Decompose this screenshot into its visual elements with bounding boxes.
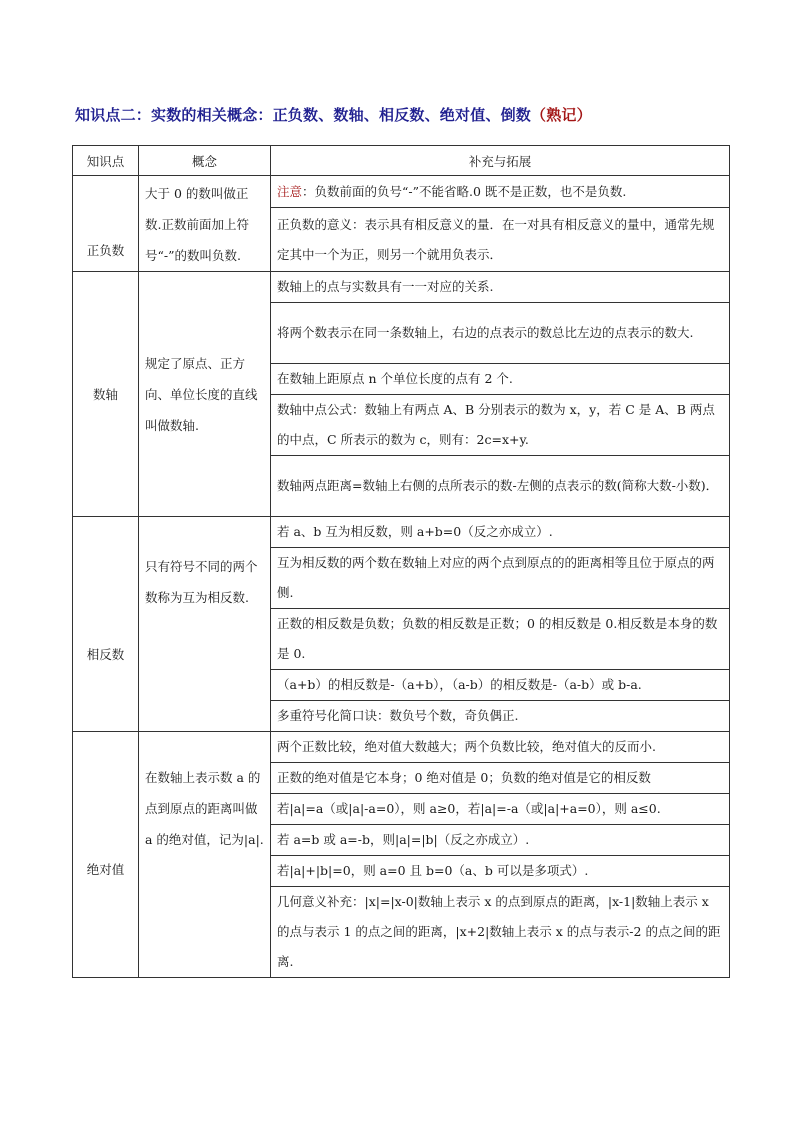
note-cell: 几何意义补充：|x|=|x-0|数轴上表示 x 的点到原点的距离，|x-1|数轴上表示 x 的点与表示 1 的点之间的距离，|x+2|数轴上表示 x 的点与表示-2 的点之间的距离.: [271, 887, 730, 978]
topic-cell: 正负数: [73, 176, 139, 272]
topic-cell: 相反数: [73, 517, 139, 732]
concept-cell: 大于 0 的数叫做正数.正数前面加上符号“-”的数叫负数.: [139, 176, 271, 272]
table-row: [73, 272, 730, 303]
note-cell: 两个正数比较，绝对值大数越大；两个负数比较，绝对值大的反而小.: [271, 732, 730, 763]
concept-table: [72, 145, 730, 978]
header-concept: 概念: [139, 146, 271, 176]
topic-cell: 绝对值: [73, 732, 139, 978]
note-cell: 正数的绝对值是它本身；0 绝对值是 0；负数的绝对值是它的相反数: [271, 763, 730, 794]
concept-cell: 在数轴上表示数 a 的点到原点的距离叫做 a 的绝对值，记为|a|.: [139, 732, 271, 978]
section-heading: [75, 104, 592, 125]
heading-main: 知识点二：实数的相关概念：正负数、数轴、相反数、绝对值、倒数: [75, 106, 532, 124]
table-row: [73, 732, 730, 763]
note-cell: 在数轴上距原点 n 个单位长度的点有 2 个.: [271, 364, 730, 395]
header-topic: 知识点: [73, 146, 139, 176]
concept-cell: 规定了原点、正方向、单位长度的直线叫做数轴.: [139, 272, 271, 517]
heading-accent: （熟记）: [531, 106, 592, 124]
note-cell: 数轴上的点与实数具有一一对应的关系.: [271, 272, 730, 303]
table-row: [73, 176, 730, 208]
note-text: ：负数前面的负号“-”不能省略.0 既不是正数，也不是负数.: [302, 183, 627, 199]
concept-cell: 只有符号不同的两个数称为互为相反数.: [139, 517, 271, 732]
note-prefix: 注意: [277, 183, 303, 199]
note-cell: 若 a=b 或 a=-b，则|a|=|b|（反之亦成立）.: [271, 825, 730, 856]
note-cell: 若|a|+|b|=0，则 a=0 且 b=0（a、b 可以是多项式）.: [271, 856, 730, 887]
note-cell: 若 a、b 互为相反数，则 a+b=0（反之亦成立）.: [271, 517, 730, 548]
table-header-row: [73, 146, 730, 176]
note-cell: [271, 176, 730, 208]
header-notes: 补充与拓展: [271, 146, 730, 176]
topic-cell: 数轴: [73, 272, 139, 517]
note-cell: 正数的相反数是负数；负数的相反数是正数；0 的相反数是 0.相反数是本身的数是 0.: [271, 609, 730, 670]
note-cell: 数轴中点公式：数轴上有两点 A、B 分别表示的数为 x，y，若 C 是 A、B 两点的中点，C 所表示的数为 c，则有：2c=x+y.: [271, 395, 730, 456]
note-cell: 数轴两点距离=数轴上右侧的点所表示的数-左侧的点表示的数(简称大数-小数)．: [271, 456, 730, 517]
note-cell: 将两个数表示在同一条数轴上，右边的点表示的数总比左边的点表示的数大.: [271, 303, 730, 364]
note-cell: （a+b）的相反数是-（a+b），（a-b）的相反数是-（a-b）或 b-a.: [271, 670, 730, 701]
note-cell: 正负数的意义：表示具有相反意义的量．在一对具有相反意义的量中，通常先规定其中一个为正，则另一个就用负表示．: [271, 208, 730, 272]
note-cell: 互为相反数的两个数在数轴上对应的两个点到原点的的距离相等且位于原点的两侧.: [271, 548, 730, 609]
note-cell: 若|a|=a（或|a|-a=0），则 a≥0，若|a|=-a（或|a|+a=0），则 a≤0.: [271, 794, 730, 825]
table-row: [73, 517, 730, 548]
note-cell: 多重符号化简口诀：数负号个数，奇负偶正.: [271, 701, 730, 732]
